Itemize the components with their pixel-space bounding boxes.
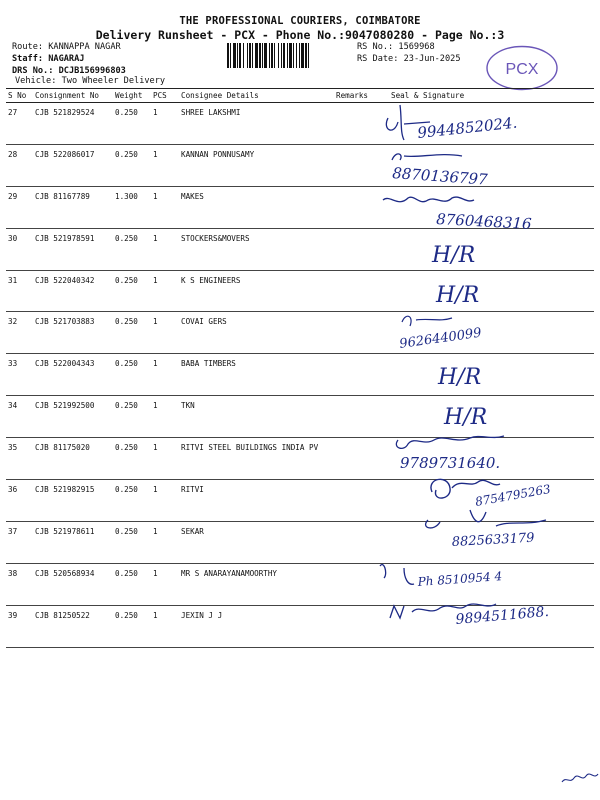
barcode-bar: [255, 43, 258, 68]
cell-consignment: CJB 522040342: [33, 270, 113, 312]
cell-consignment: CJB 521982915: [33, 480, 113, 522]
sig-38-phone: Ph 8510954 4: [417, 569, 503, 589]
vehicle-line: [15, 76, 165, 86]
sig-31-hr: H/R: [436, 283, 480, 308]
sig-33-hr: H/R: [438, 365, 482, 390]
staff-label: Staff:: [12, 54, 44, 64]
cell-consignment: CJB 521829524: [33, 103, 113, 145]
cell-consignee: RITVI: [179, 480, 334, 522]
cell-weight: 0.250: [113, 270, 151, 312]
barcode-bar: [308, 43, 309, 68]
cell-sno: 27: [6, 103, 33, 145]
runsheet-subtitle: Delivery Runsheet - PCX - Phone No.:9047080280 - Page No.:3: [95, 28, 505, 42]
cell-consignee: RITVI STEEL BUILDINGS INDIA PV: [179, 438, 334, 480]
cell-consignment: CJB 521703883: [33, 312, 113, 354]
cell-consignment: CJB 81250522: [33, 605, 113, 647]
cell-consignment: CJB 81175020: [33, 438, 113, 480]
barcode-bar: [296, 43, 297, 68]
cell-consignment: CJB 521992500: [33, 396, 113, 438]
cell-remarks: [334, 228, 389, 270]
cell-pcs: 1: [151, 103, 179, 145]
cell-consignee: BABA TIMBERS: [179, 354, 334, 396]
cell-consignee: SEKAR: [179, 521, 334, 563]
stamp-text: PCX: [505, 61, 539, 78]
cell-consignee: SHREE LAKSHMI: [179, 103, 334, 145]
cell-sno: 35: [6, 438, 33, 480]
cell-remarks: [334, 521, 389, 563]
barcode-bar: [247, 43, 248, 68]
cell-weight: 0.250: [113, 563, 151, 605]
barcode-bar: [252, 43, 253, 68]
cell-pcs: 1: [151, 605, 179, 647]
barcode-bar: [243, 43, 244, 68]
drs-value: DCJB156996803: [58, 66, 126, 76]
cell-sno: 31: [6, 270, 33, 312]
cell-signature: [389, 270, 594, 312]
barcode-bar: [301, 43, 304, 68]
cell-remarks: [334, 144, 389, 186]
table-row: [6, 103, 594, 145]
cell-remarks: [334, 438, 389, 480]
col-consignee: Consignee Details: [179, 89, 334, 103]
cell-consignment: CJB 520568934: [33, 563, 113, 605]
cell-remarks: [334, 396, 389, 438]
table-row: [6, 396, 594, 438]
barcode-bar: [293, 43, 294, 68]
table-row: [6, 354, 594, 396]
col-sno: S No: [6, 89, 33, 103]
cell-pcs: 1: [151, 312, 179, 354]
corner-scribble: [562, 774, 598, 782]
cell-weight: 0.250: [113, 103, 151, 145]
sig-39-phone: 9894511688.: [454, 603, 550, 628]
cell-remarks: [334, 312, 389, 354]
table-row: [6, 438, 594, 480]
drs-label: DRS No.:: [12, 66, 54, 76]
rs-no-line: [357, 42, 435, 52]
drs-line: [12, 66, 126, 76]
cell-sno: 28: [6, 144, 33, 186]
sig-37-phone: 8825633179: [451, 530, 535, 550]
cell-consignee: K S ENGINEERS: [179, 270, 334, 312]
cell-remarks: [334, 354, 389, 396]
barcode-bar: [230, 43, 231, 68]
cell-pcs: 1: [151, 354, 179, 396]
sig-27-phone: 9944852024.: [416, 113, 519, 142]
cell-pcs: 1: [151, 270, 179, 312]
cell-pcs: 1: [151, 186, 179, 228]
rs-date-value: 23-Jun-2025: [403, 54, 461, 64]
cell-weight: 0.250: [113, 228, 151, 270]
cell-weight: 0.250: [113, 480, 151, 522]
pcx-stamp: [484, 44, 560, 92]
cell-weight: 0.250: [113, 354, 151, 396]
table-row: [6, 563, 594, 605]
barcode-bar: [278, 43, 279, 68]
barcode-bar: [289, 43, 292, 68]
barcode-bar: [237, 43, 238, 68]
cell-sno: 38: [6, 563, 33, 605]
cell-consignment: CJB 521978591: [33, 228, 113, 270]
table-row: [6, 144, 594, 186]
cell-weight: 0.250: [113, 396, 151, 438]
cell-sno: 36: [6, 480, 33, 522]
cell-consignee: MR S ANARAYANAMOORTHY: [179, 563, 334, 605]
table-row: [6, 270, 594, 312]
cell-weight: 0.250: [113, 312, 151, 354]
barcode-bar: [305, 43, 307, 68]
cell-consignee: STOCKERS&MOVERS: [179, 228, 334, 270]
cell-signature: [389, 396, 594, 438]
rs-no-value: 1569968: [398, 42, 435, 52]
cell-signature: [389, 186, 594, 228]
col-consignment: Consignment No: [33, 89, 113, 103]
runsheet-table: [6, 88, 594, 648]
cell-signature: [389, 144, 594, 186]
table-row: [6, 186, 594, 228]
table-row: [6, 521, 594, 563]
vehicle-label: Vehicle:: [15, 76, 57, 86]
cell-sno: 29: [6, 186, 33, 228]
barcode-bar: [274, 43, 275, 68]
cell-signature: [389, 521, 594, 563]
table-row: [6, 480, 594, 522]
barcode-bar: [249, 43, 251, 68]
cell-pcs: 1: [151, 563, 179, 605]
cell-pcs: 1: [151, 480, 179, 522]
cell-sno: 30: [6, 228, 33, 270]
cell-remarks: [334, 270, 389, 312]
route-line: [12, 42, 121, 52]
cell-remarks: [334, 563, 389, 605]
table-row: [6, 228, 594, 270]
barcode-bar: [299, 43, 300, 68]
route-value: KANNAPPA NAGAR: [48, 42, 121, 52]
cell-weight: 0.250: [113, 438, 151, 480]
cell-sno: 39: [6, 605, 33, 647]
barcode-bar: [269, 43, 270, 68]
vehicle-value: Two Wheeler Delivery: [61, 76, 166, 86]
cell-signature: [389, 312, 594, 354]
sig-35-phone: 9789731640.: [400, 454, 501, 472]
table-row: [6, 605, 594, 647]
barcode-bar: [227, 43, 229, 68]
sig-34-hr: H/R: [444, 405, 488, 430]
cell-signature: [389, 480, 594, 522]
barcode-bar: [283, 43, 285, 68]
cell-pcs: 1: [151, 396, 179, 438]
sig-30-hr: H/R: [432, 243, 476, 268]
barcode-bar: [239, 43, 241, 68]
cell-signature: [389, 563, 594, 605]
cell-consignment: CJB 81167789: [33, 186, 113, 228]
cell-sno: 32: [6, 312, 33, 354]
cell-weight: 0.250: [113, 605, 151, 647]
cell-remarks: [334, 480, 389, 522]
col-remarks: Remarks: [334, 89, 389, 103]
cell-consignee: JEXIN J J: [179, 605, 334, 647]
cell-consignee: KANNAN PONNUSAMY: [179, 144, 334, 186]
col-signature: Seal & Signature: [389, 89, 594, 103]
cell-signature: [389, 605, 594, 647]
cell-signature: [389, 103, 594, 145]
cell-sno: 33: [6, 354, 33, 396]
cell-signature: [389, 354, 594, 396]
rs-date-label: RS Date:: [357, 54, 399, 64]
barcode-bar: [259, 43, 261, 68]
barcode-bar: [233, 43, 236, 68]
cell-pcs: 1: [151, 521, 179, 563]
cell-consignee: MAKES: [179, 186, 334, 228]
cell-remarks: [334, 186, 389, 228]
sig-36-phone: 8754795263: [474, 481, 552, 509]
table-header-row: [6, 89, 594, 103]
cell-remarks: [334, 605, 389, 647]
cell-sno: 37: [6, 521, 33, 563]
col-weight: Weight: [113, 89, 151, 103]
cell-weight: 0.250: [113, 521, 151, 563]
sig-28-phone: 8870136797: [391, 164, 489, 189]
barcode-bar: [287, 43, 288, 68]
barcode-icon: [227, 43, 353, 68]
staff-value: NAGARAJ: [48, 54, 85, 64]
barcode-bar: [264, 43, 267, 68]
cell-weight: 1.300: [113, 186, 151, 228]
staff-line: [12, 54, 84, 64]
sig-29-phone: 8760468316: [435, 210, 533, 233]
sig-32-phone: 9626440099: [398, 325, 483, 352]
cell-pcs: 1: [151, 438, 179, 480]
cell-pcs: 1: [151, 228, 179, 270]
cell-signature: [389, 228, 594, 270]
cell-signature: [389, 438, 594, 480]
table-row: [6, 312, 594, 354]
rs-date-line: [357, 54, 461, 64]
route-label: Route:: [12, 42, 44, 52]
cell-consignment: CJB 522086017: [33, 144, 113, 186]
cell-consignee: COVAI GERS: [179, 312, 334, 354]
cell-weight: 0.250: [113, 144, 151, 186]
barcode-bar: [281, 43, 282, 68]
company-title: THE PROFESSIONAL COURIERS, COIMBATORE: [179, 15, 421, 27]
cell-consignee: TKN: [179, 396, 334, 438]
cell-remarks: [334, 103, 389, 145]
barcode-bar: [262, 43, 263, 68]
rs-no-label: RS No.:: [357, 42, 394, 52]
cell-consignment: CJB 521978611: [33, 521, 113, 563]
cell-sno: 34: [6, 396, 33, 438]
cell-consignment: CJB 522004343: [33, 354, 113, 396]
cell-pcs: 1: [151, 144, 179, 186]
barcode-bar: [271, 43, 273, 68]
col-pcs: PCS: [151, 89, 179, 103]
